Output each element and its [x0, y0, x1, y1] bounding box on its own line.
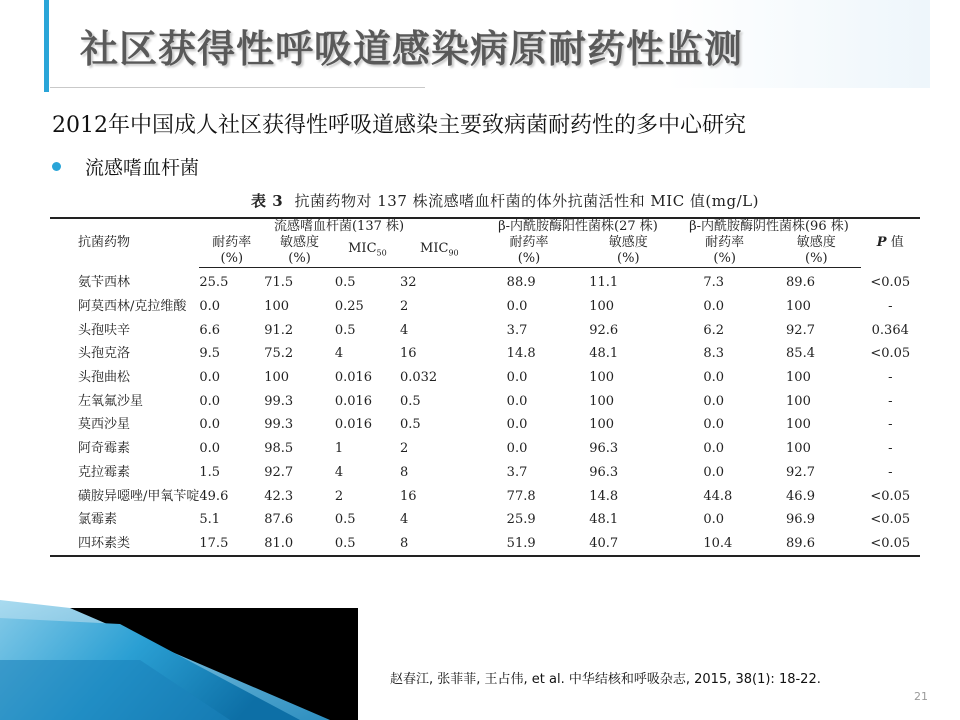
- table-row: 左氧氟沙星 0.0 99.3 0.016 0.5 0.0 100 0.0 100 -: [78, 393, 893, 409]
- bullet-item: [52, 153, 199, 180]
- col-pos-sensitivity: 敏感度 (%): [579, 235, 677, 268]
- group3-header: β-内酰胺酶阴性菌株(96 株): [689, 219, 849, 234]
- group1-header: 流感嗜血杆菌(137 株): [273, 219, 405, 234]
- slide-subtitle: 2012年中国成人社区获得性呼吸道感染主要致病菌耐药性的多中心研究: [52, 113, 746, 138]
- table-row: 头孢曲松 0.0 100 0.016 0.032 0.0 100 0.0 100 -: [78, 370, 893, 386]
- col-pos-resist-rate: 耐药率 (%): [479, 235, 580, 268]
- resistance-table: [50, 217, 920, 557]
- slide-title: 社区获得性呼吸道感染病原耐药性监测: [80, 27, 744, 71]
- bullet-text: 流感嗜血杆菌: [85, 157, 200, 179]
- table-row: 头孢呋辛 6.6 91.2 0.5 4 3.7 92.6 6.2 92.7 0.364: [78, 322, 909, 338]
- table-row: 氯霉素 5.1 87.6 0.5 4 25.9 48.1 0.0 96.9 <0.05: [78, 512, 911, 528]
- col-resist-rate: 耐药率 (%): [199, 235, 264, 268]
- col-neg-resist-rate: 耐药率 (%): [677, 235, 772, 268]
- col-neg-sensitivity: 敏感度 (%): [772, 235, 861, 268]
- bullet-dot-icon: [52, 162, 61, 171]
- table-body: [50, 268, 920, 557]
- table-caption: [50, 190, 920, 211]
- col-sensitivity: 敏感度 (%): [264, 235, 335, 268]
- table-row: 莫西沙星 0.0 99.3 0.016 0.5 0.0 100 0.0 100 -: [78, 417, 893, 433]
- col-mic50: $MIC_{50}$: [335, 235, 400, 268]
- col-mic90: $MIC_{90}$: [400, 235, 479, 268]
- group2-header: β-内酰胺酶阳性菌株(27 株): [498, 219, 658, 234]
- table-row: 头孢克洛 9.5 75.2 4 16 14.8 48.1 8.3 85.4 <0.05: [78, 346, 911, 362]
- table-row: 克拉霉素 1.5 92.7 4 8 3.7 96.3 0.0 92.7 -: [78, 464, 893, 480]
- page-number: 21: [914, 690, 928, 703]
- table-label: 表 3: [251, 192, 284, 210]
- table-row: 氨苄西林 25.5 71.5 0.5 32 88.9 11.1 7.3 89.6 <0.05: [78, 275, 911, 291]
- p-value-header: P 值: [876, 235, 904, 251]
- drug-column-header: 抗菌药物: [78, 235, 131, 251]
- corner-decoration: [0, 600, 360, 720]
- table-row: 磺胺异噁唑/甲氧苄啶 49.6 42.3 2 16 77.8 14.8 44.8 46.9 <0.05: [78, 488, 911, 504]
- title-underline: [50, 87, 425, 88]
- title-accent-bar: [44, 0, 49, 92]
- resistance-table-area: [50, 190, 920, 557]
- table-caption-text: 抗菌药物对 137 株流感嗜血杆菌的体外抗菌活性和 MIC 值(mg/L): [294, 192, 759, 210]
- table-row: 四环素类 17.5 81.0 0.5 8 51.9 40.7 10.4 89.6 <0.05: [78, 535, 911, 551]
- table-row: 阿莫西林/克拉维酸 0.0 100 0.25 2 0.0 100 0.0 100 -: [78, 299, 893, 315]
- table-row: 阿奇霉素 0.0 98.5 1 2 0.0 96.3 0.0 100 -: [78, 441, 893, 457]
- citation: 赵春江, 张菲菲, 王占伟, et al. 中华结核和呼吸杂志, 2015, 38(1): 18-22.: [390, 672, 821, 687]
